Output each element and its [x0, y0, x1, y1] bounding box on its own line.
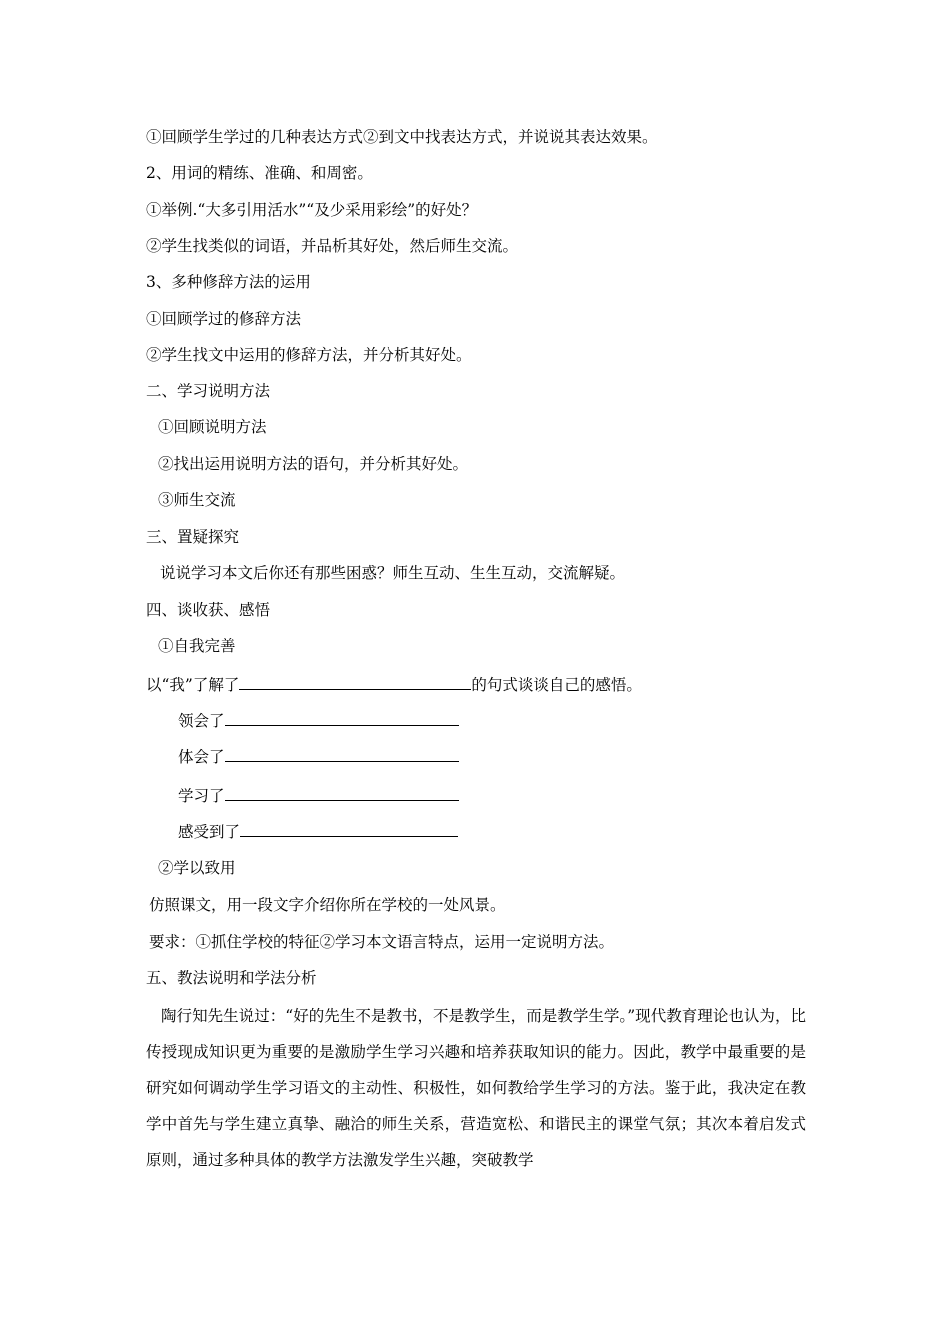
section-3-heading: 三、置疑探究 — [146, 528, 240, 546]
fill-blank[interactable] — [225, 746, 459, 762]
section-4-heading: 四、谈收获、感悟 — [146, 601, 271, 619]
step-find-words: ②学生找类似的词语，并品析其好处，然后师生交流。 — [146, 237, 519, 255]
fill-item-label: 体会了 — [178, 748, 225, 766]
fill-item-line — [178, 785, 459, 806]
apply-requirement: 要求：①抓住学校的特征②学习本文语言特点，运用一定说明方法。 — [149, 933, 615, 951]
apply-heading: ②学以致用 — [158, 859, 236, 877]
apply-task: 仿照课文，用一段文字介绍你所在学校的一处风景。 — [149, 896, 506, 914]
step-find-rhetoric: ②学生找文中运用的修辞方法，并分析其好处。 — [146, 346, 472, 364]
fill-blank[interactable] — [239, 674, 471, 690]
fill-item-label: 领会了 — [178, 712, 225, 730]
step-exchange: ③师生交流 — [158, 491, 236, 509]
point-3-rhetoric: 3、多种修辞方法的运用 — [146, 273, 311, 291]
section-2-heading: 二、学习说明方法 — [146, 382, 271, 400]
fill-blank[interactable] — [240, 821, 458, 837]
fill-item-label: 学习了 — [178, 787, 225, 805]
fill-item-line — [178, 821, 458, 842]
section-5-heading: 五、教法说明和学法分析 — [146, 969, 317, 987]
point-2-wording: 2、用词的精练、准确、和周密。 — [146, 164, 373, 182]
fill-prompt-line — [146, 674, 642, 695]
step-review-methods: ①回顾说明方法 — [158, 418, 267, 436]
fill-blank[interactable] — [225, 710, 459, 726]
fill-prompt-prefix: 以“我”了解了 — [146, 676, 240, 694]
fill-prompt-suffix: 的句式谈谈自己的感悟。 — [471, 676, 642, 694]
section-5-paragraph: 陶行知先生说过：“好的先生不是教书，不是教学生，而是教学生学。”现代教育理论也认为，比传授现成知识更为重要的是激励学生学习兴趣和培养获取知识的能力。因此，教学中最重要的是研究如何调动学生学习语文的主动性、积极性，如何教给学生学习的方法。鉴于此，我决定在教学中首先与学生建立真挚、融洽的师生关系，营造宽松、和谐民主的课堂气氛；其次本着启发式原则，通过多种具体的教学方法激发学生兴趣，突破教学 — [146, 1007, 806, 1169]
step-find-methods: ②找出运用说明方法的语句，并分析其好处。 — [158, 455, 469, 473]
step-self-improve: ①自我完善 — [158, 637, 236, 655]
fill-item-label: 感受到了 — [178, 823, 241, 841]
step-review-expression: ①回顾学生学过的几种表达方式②到文中找表达方式，并说说其表达效果。 — [146, 128, 658, 146]
fill-item-line — [178, 746, 459, 767]
fill-blank[interactable] — [225, 785, 459, 801]
inquiry-text: 说说学习本文后你还有那些困惑？师生互动、生生互动，交流解疑。 — [160, 564, 626, 582]
step-example: ①举例.“大多引用活水”“及少采用彩绘”的好处？ — [146, 201, 478, 219]
step-review-rhetoric: ①回顾学过的修辞方法 — [146, 310, 302, 328]
fill-item-line — [178, 710, 459, 731]
